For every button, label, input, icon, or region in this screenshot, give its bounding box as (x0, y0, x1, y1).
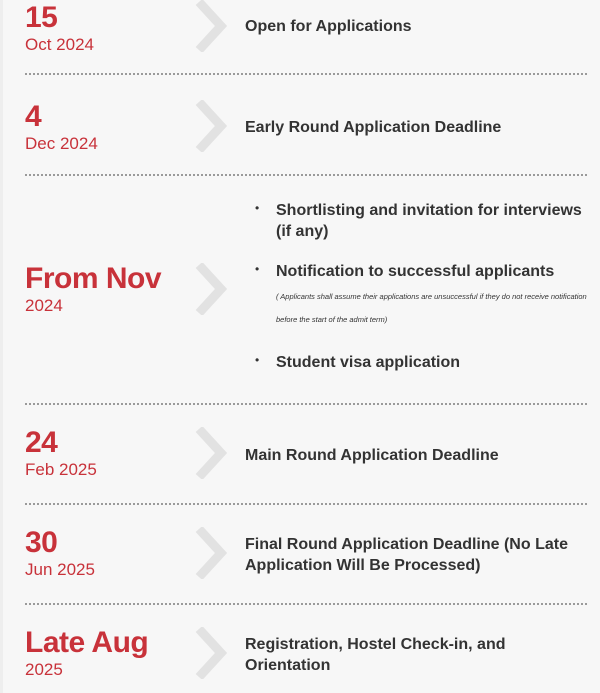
timeline-description: Final Round Application Deadline (No Late Application Will Be Processed) (245, 536, 568, 574)
bullet-note: ( Applicants shall assume their applications are unsuccessful if they do not receive notification before the start of the admit term) (276, 292, 587, 324)
date-day: 24 (25, 426, 58, 459)
timeline-date (25, 3, 94, 55)
timeline-date (25, 102, 98, 154)
timeline-row (3, 405, 600, 505)
timeline-row (3, 176, 600, 404)
date-month-year: Dec 2024 (25, 134, 98, 153)
timeline-row (3, 75, 600, 175)
chevron-right-icon (189, 527, 233, 579)
date-day: 4 (25, 100, 42, 133)
timeline-row (3, 605, 600, 693)
date-year: 2024 (25, 296, 63, 315)
bullet-dot-icon: • (255, 353, 260, 367)
bullet-dot-icon: • (255, 262, 260, 276)
date-month: Late Aug (25, 626, 149, 659)
timeline-description: Main Round Application Deadline (245, 447, 499, 464)
date-month-year: Jun 2025 (25, 560, 95, 579)
date-day: 30 (25, 526, 58, 559)
date-month: From Nov (25, 262, 162, 295)
timeline-date (25, 628, 148, 680)
bullet-text: Shortlisting and invitation for interviews (if any) (276, 202, 582, 240)
date-year: 2025 (25, 660, 63, 679)
timeline-date (25, 264, 161, 316)
chevron-right-icon (189, 263, 233, 315)
timeline-description: Early Round Application Deadline (245, 119, 502, 136)
chevron-right-icon (189, 100, 233, 152)
bullet-dot-icon: • (255, 201, 260, 215)
date-day: 15 (25, 1, 58, 34)
chevron-right-icon (189, 427, 233, 479)
timeline-date (25, 528, 95, 580)
timeline-description: Registration, Hostel Check-in, and Orientation (245, 636, 506, 674)
bullet-text: Student visa application (276, 354, 461, 371)
timeline-row (3, 505, 600, 605)
timeline-date (25, 428, 97, 480)
bullet-text: Notification to successful applicants (276, 263, 555, 280)
chevron-right-icon (189, 627, 233, 679)
timeline-description: Open for Applications (245, 18, 412, 35)
date-month-year: Oct 2024 (25, 35, 94, 54)
chevron-right-icon (189, 0, 233, 52)
timeline-row (3, 0, 600, 75)
date-month-year: Feb 2025 (25, 460, 97, 479)
